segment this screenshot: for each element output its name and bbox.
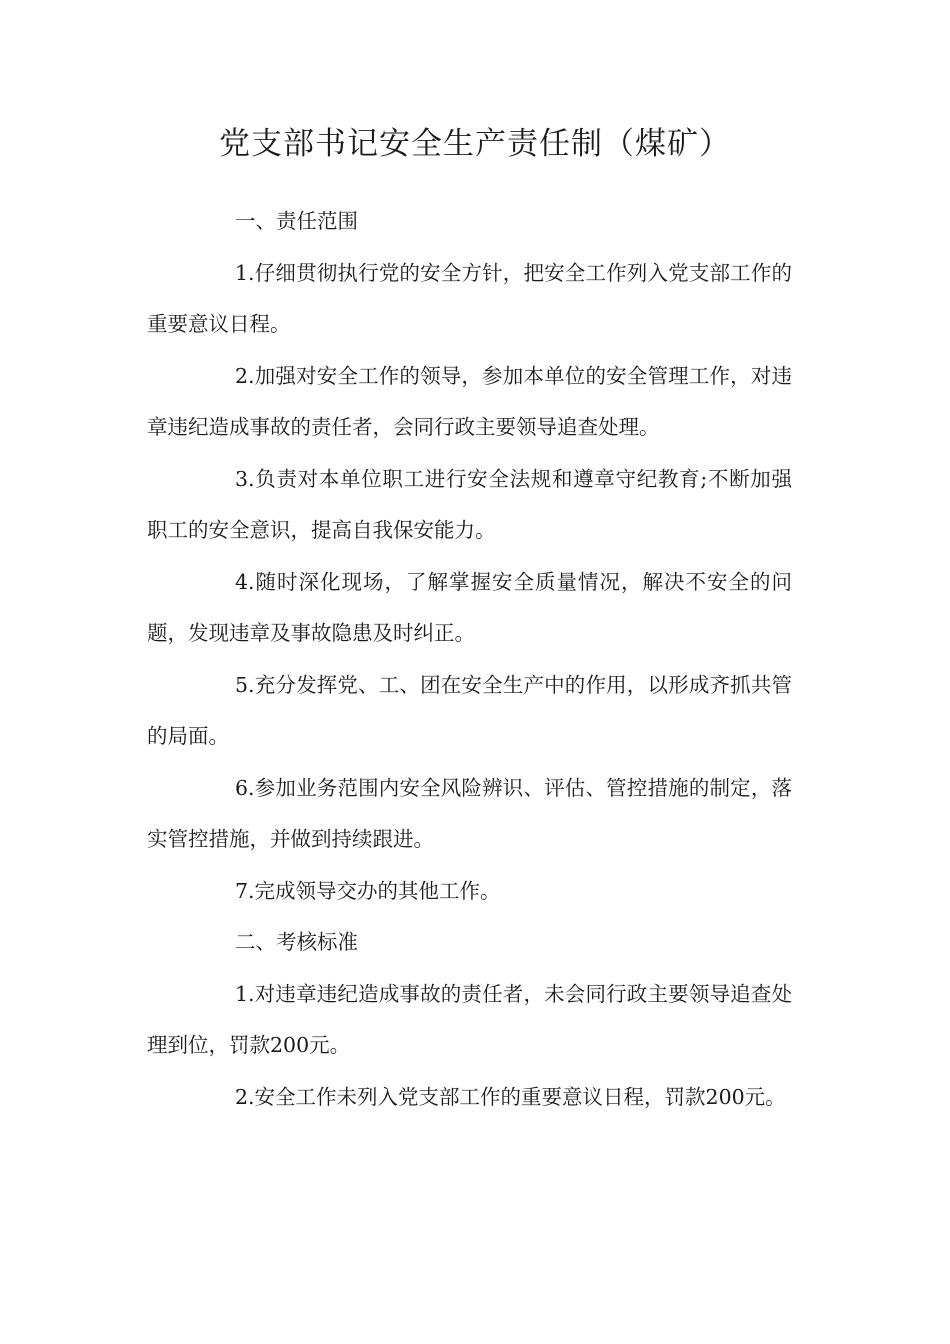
document-title: 党支部书记安全生产责任制（煤矿） xyxy=(219,126,731,162)
responsibility-item-1: 1.仔细贯彻执行党的安全方针，把安全工作列入党支部工作的重要意议日程。 xyxy=(147,260,792,336)
responsibility-item-3: 3.负责对本单位职工进行安全法规和遵章守纪教育;不断加强职工的安全意识，提高自我保安能力。 xyxy=(147,466,792,542)
responsibility-item-5: 5.充分发挥党、工、团在安全生产中的作用，以形成齐抓共管的局面。 xyxy=(147,672,792,748)
assessment-item-2: 2.安全工作未列入党支部工作的重要意议日程，罚款200元。 xyxy=(235,1084,786,1109)
responsibility-item-4: 4.随时深化现场，了解掌握安全质量情况，解决不安全的问题，发现违章及事故隐患及时纠正。 xyxy=(147,569,792,645)
responsibility-item-7: 7.完成领导交办的其他工作。 xyxy=(235,878,501,903)
section-heading-responsibility-scope: 一、责任范围 xyxy=(235,209,358,233)
document-body xyxy=(147,196,792,1123)
responsibility-item-2: 2.加强对安全工作的领导，参加本单位的安全管理工作，对违章违纪造成事故的责任者，会同行政主要领导追查处理。 xyxy=(147,363,792,439)
assessment-item-1: 1.对违章违纪造成事故的责任者，未会同行政主要领导追查处理到位，罚款200元。 xyxy=(147,981,792,1057)
section-heading-assessment-standard: 二、考核标准 xyxy=(235,930,358,954)
responsibility-item-6: 6.参加业务范围内安全风险辨识、评估、管控措施的制定，落实管控措施，并做到持续跟进。 xyxy=(147,775,792,851)
